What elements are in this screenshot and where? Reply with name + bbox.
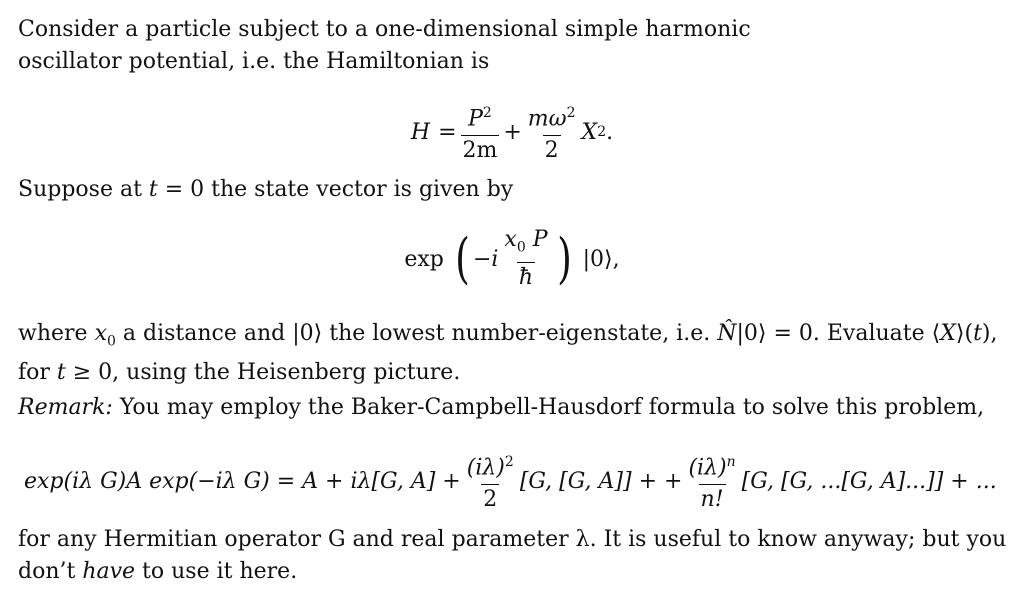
bch-formula	[0, 446, 1024, 516]
potential-numerator: mω	[527, 106, 567, 132]
where-line2-b: ≥ 0, using the Heisenberg picture.	[65, 360, 461, 386]
kinetic-numerator: P	[468, 106, 483, 132]
where-c: |0⟩ = 0. Evaluate ⟨	[736, 321, 941, 346]
where-X: X	[940, 321, 956, 346]
momentum-operator: P	[525, 226, 548, 252]
suppose-pre: Suppose at	[18, 177, 149, 202]
position-operator: X	[581, 119, 598, 145]
potential-fraction	[526, 100, 578, 163]
kinetic-denominator: 2m	[461, 135, 500, 164]
position-power: 2	[597, 124, 607, 140]
hamiltonian-lhs: H	[410, 119, 431, 145]
bch-fraction-1	[465, 449, 516, 512]
intro-line-1: Consider a particle subject to a one-dimensional simple harmonic	[18, 17, 751, 42]
suppose-time-var: t	[148, 177, 158, 202]
where-line2-a: for	[18, 360, 57, 386]
left-paren: (	[455, 227, 470, 290]
x0-subscript: 0	[516, 239, 526, 256]
closing-have: have	[82, 559, 136, 584]
closing-line2-a: don’t	[18, 559, 83, 584]
suppose-paragraph	[18, 174, 1008, 206]
intro-paragraph	[18, 14, 1008, 78]
bch-f2-den: n!	[699, 484, 726, 513]
where-a: where	[18, 321, 95, 346]
translation-fraction	[502, 227, 549, 291]
bch-lhs: exp(iλ G)A exp(−iλ G) = A + iλ[G, A] +	[24, 468, 461, 494]
where-line2-t: t	[56, 360, 66, 386]
remark-label: Remark:	[18, 395, 113, 420]
where-x0-sub: 0	[106, 333, 116, 350]
where-paragraph	[18, 318, 1008, 389]
initial-state-equation	[0, 226, 1024, 292]
closing-line-1: for any Hermitian operator G and real parameter λ. It is useful to know anyway; but you	[18, 527, 1007, 552]
bch-f1-num: (iλ)	[466, 455, 505, 481]
potential-numerator-power: 2	[566, 105, 576, 122]
ground-state-ket: |0⟩,	[582, 246, 620, 272]
where-b: a distance and |0⟩ the lowest number-eigenstate, i.e.	[115, 321, 718, 346]
where-d: ⟩(	[955, 321, 974, 346]
exp-function: exp	[404, 246, 444, 272]
where-e: ),	[981, 321, 998, 346]
kinetic-numerator-power: 2	[482, 105, 492, 122]
hamiltonian-equals: =	[438, 119, 457, 145]
right-paren: )	[556, 227, 572, 290]
hamiltonian-plus: +	[503, 119, 522, 145]
remark-paragraph	[18, 392, 1008, 424]
x0-symbol: x	[504, 226, 517, 252]
hamiltonian-equation	[0, 100, 1024, 164]
where-t: t	[973, 321, 982, 346]
hamiltonian-period: .	[606, 119, 614, 145]
intro-line-2: oscillator potential, i.e. the Hamiltonian is	[18, 49, 490, 74]
closing-paragraph	[18, 524, 1008, 588]
bch-f2-sup: n	[726, 454, 736, 471]
closing-line2-b: to use it here.	[135, 559, 298, 584]
kinetic-fraction	[461, 100, 500, 163]
potential-denominator: 2	[543, 135, 561, 164]
suppose-post: = 0 the state vector is given by	[157, 177, 514, 202]
where-x0: x	[94, 321, 107, 346]
hbar-symbol: ħ	[517, 262, 535, 291]
minus-i: −i	[472, 246, 499, 272]
bch-f1-sup: 2	[504, 454, 514, 471]
bch-f1-den: 2	[481, 484, 499, 513]
number-operator: N̂	[717, 321, 737, 346]
bch-tail: [G, [G, ...[G, A]...]] + ...	[741, 468, 997, 494]
bch-f2-num: (iλ)	[688, 455, 727, 481]
bch-fraction-2	[686, 449, 737, 512]
bch-mid: [G, [G, A]] + +	[519, 468, 683, 494]
remark-text: You may employ the Baker-Campbell-Hausdorf formula to solve this problem,	[112, 395, 985, 420]
